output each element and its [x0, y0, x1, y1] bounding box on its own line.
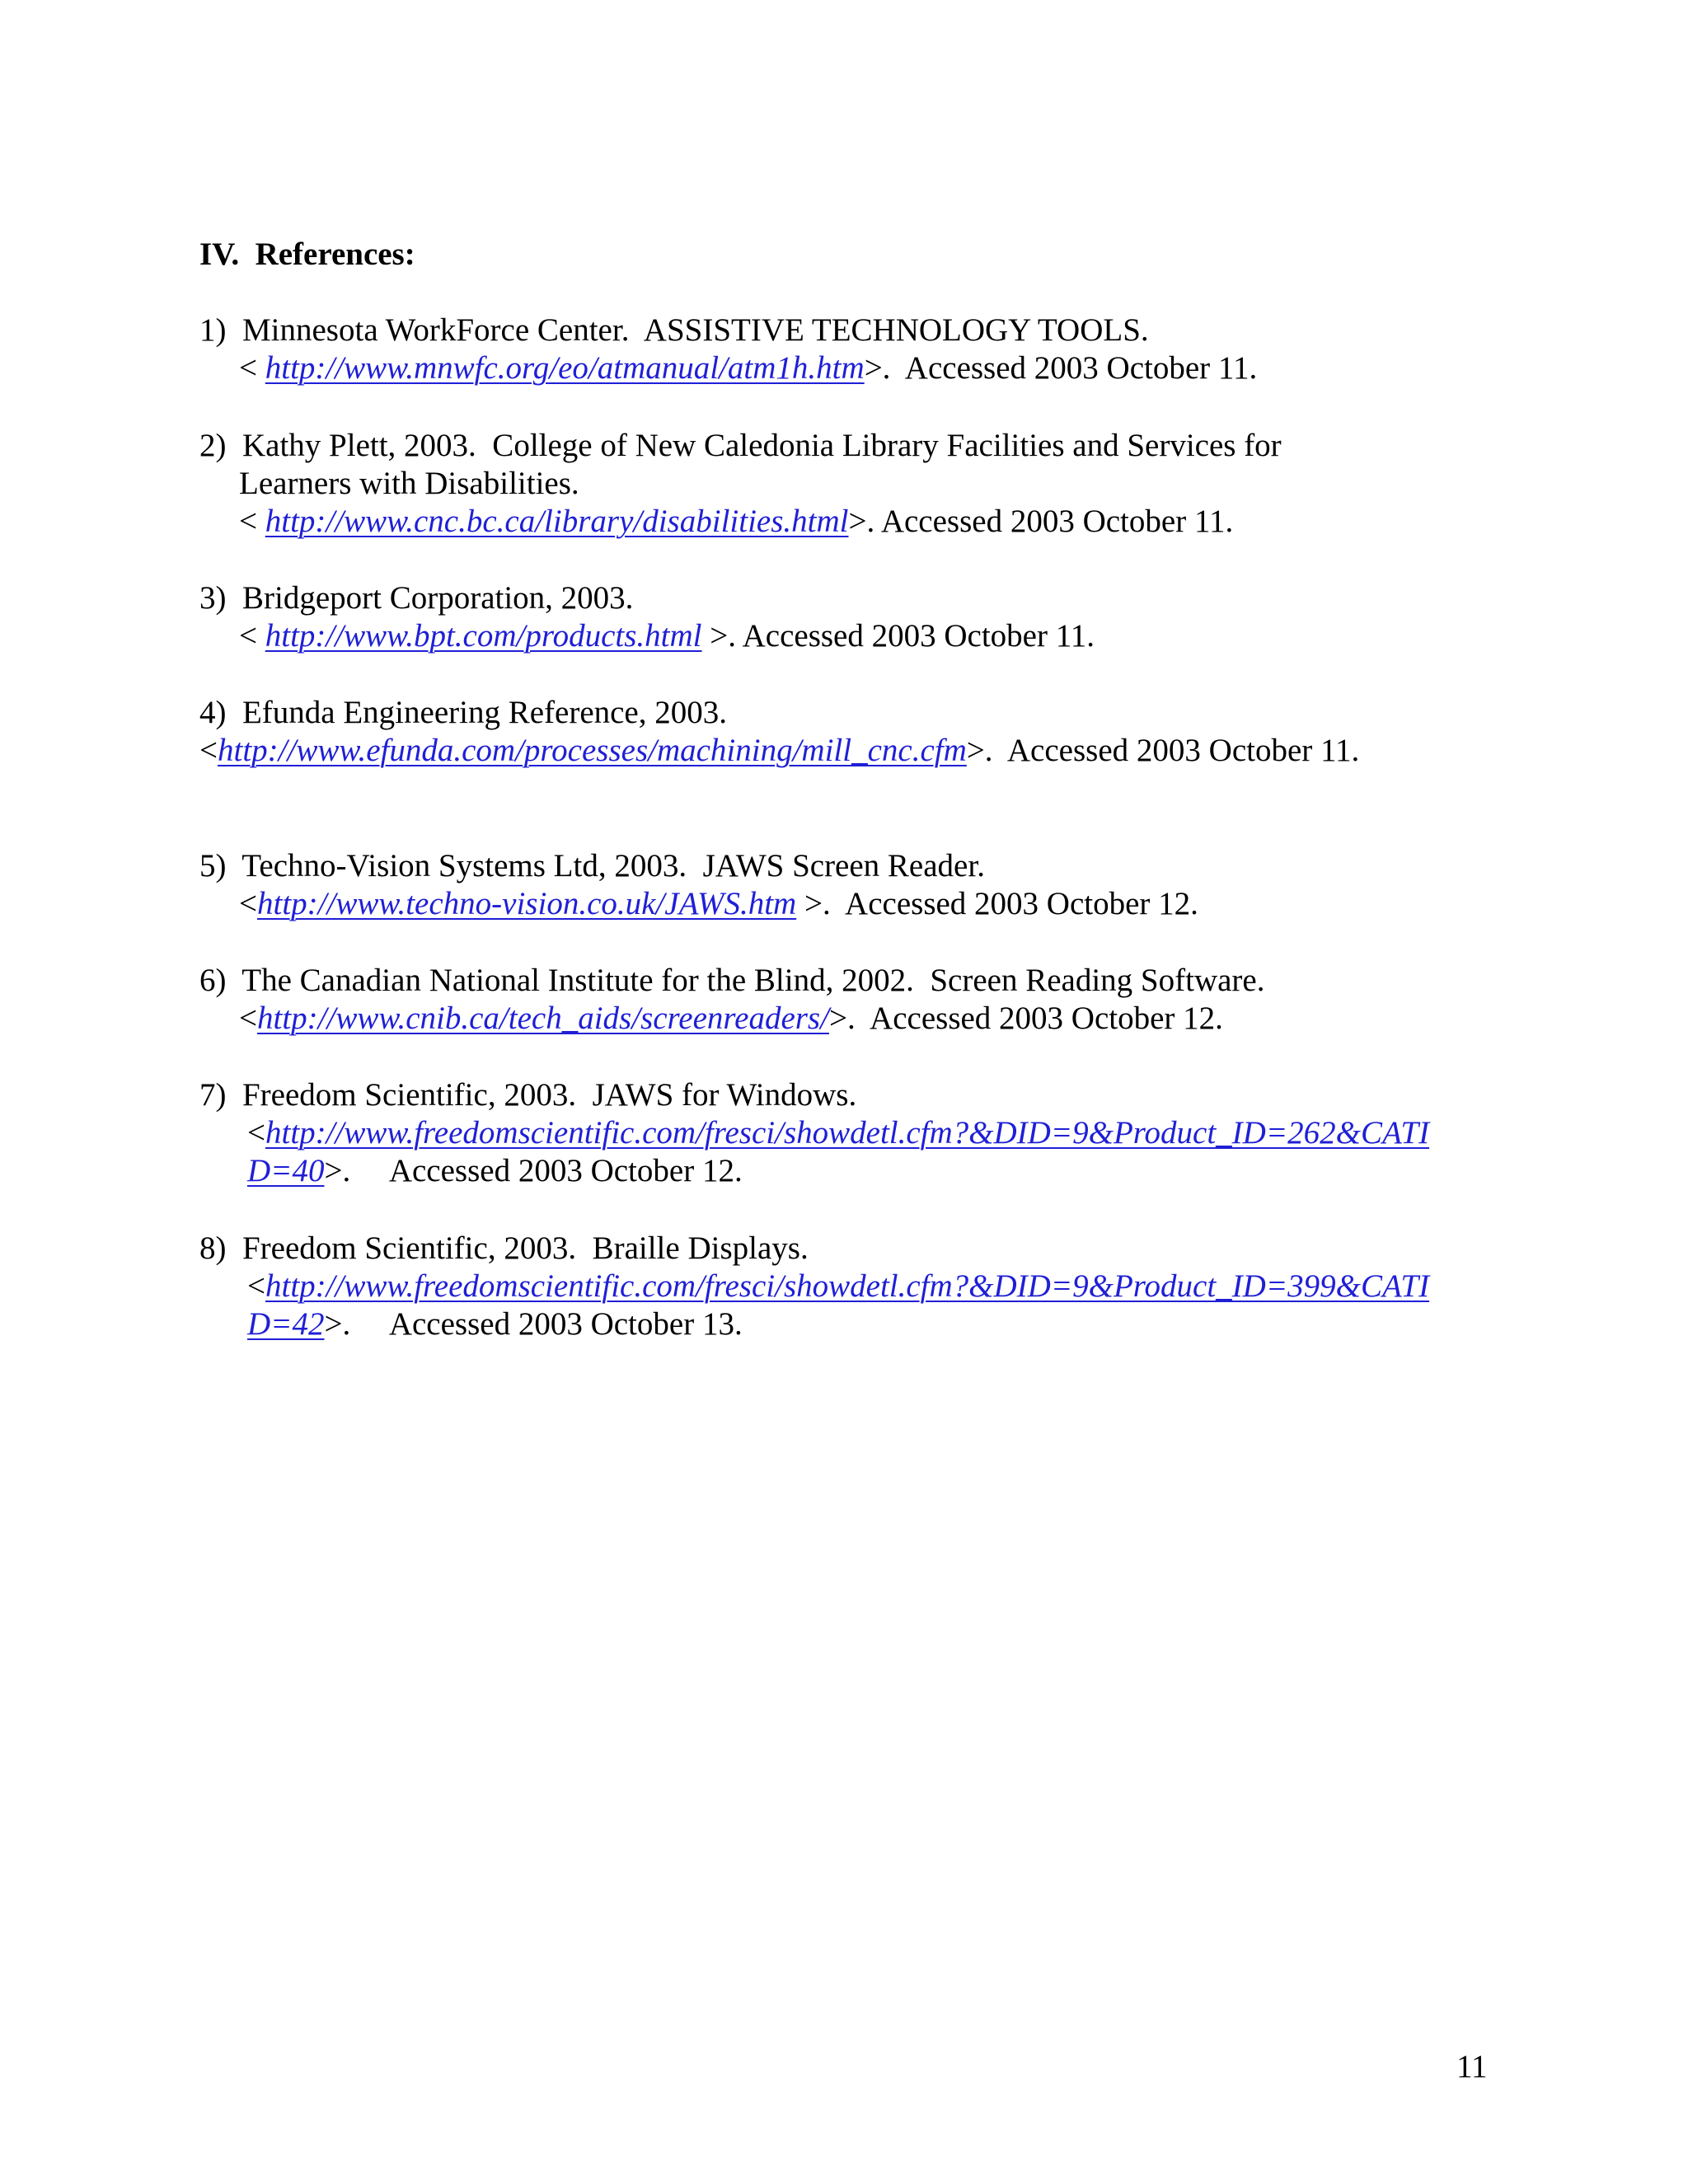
- reference-5-url[interactable]: http://www.techno-vision.co.uk/JAWS.htm: [257, 886, 797, 921]
- reference-7-url-cont[interactable]: D=40: [247, 1153, 325, 1188]
- accessed-date: >. Accessed 2003 October 11.: [701, 618, 1095, 654]
- reference-4-title: 4) Efunda Engineering Reference, 2003.: [199, 695, 727, 730]
- reference-3-url[interactable]: http://www.bpt.com/products.html: [265, 618, 702, 654]
- reference-7-title: 7) Freedom Scientific, 2003. JAWS for Windows.: [199, 1077, 857, 1113]
- reference-6-url[interactable]: http://www.cnib.ca/tech_aids/screenreaders/: [257, 1001, 829, 1036]
- reference-1-title: 1) Minnesota WorkForce Center. ASSISTIVE TECHNOLOGY TOOLS.: [199, 312, 1149, 348]
- reference-8-title: 8) Freedom Scientific, 2003. Braille Displays.: [199, 1230, 809, 1266]
- accessed-date: >. Accessed 2003 October 12.: [796, 886, 1198, 921]
- reference-3-title: 3) Bridgeport Corporation, 2003.: [199, 580, 634, 616]
- reference-1-link-line: [239, 349, 1257, 387]
- reference-7-url[interactable]: http://www.freedomscientific.com/fresci/showdetl.cfm?&DID=9&Product_ID=262&CATI: [265, 1115, 1430, 1151]
- link-open-bracket: <: [239, 618, 265, 654]
- reference-2-link-line: [239, 503, 1233, 541]
- reference-2-title-cont: Learners with Disabilities.: [239, 466, 579, 501]
- reference-5-title: 5) Techno-Vision Systems Ltd, 2003. JAWS Screen Reader.: [199, 848, 985, 883]
- reference-7-link-line-2: [247, 1152, 743, 1190]
- reference-8-url-cont[interactable]: D=42: [247, 1306, 325, 1342]
- reference-6-title: 6) The Canadian National Institute for the Blind, 2002. Screen Reading Software.: [199, 963, 1265, 998]
- reference-7-link-line: [247, 1114, 1429, 1152]
- link-open-bracket: <: [247, 1268, 265, 1304]
- accessed-date: >. Accessed 2003 October 11.: [848, 504, 1234, 539]
- page-number: 11: [1456, 2049, 1488, 2084]
- reference-2-title: 2) Kathy Plett, 2003. College of New Caledonia Library Facilities and Services for: [199, 428, 1282, 463]
- reference-2-url[interactable]: http://www.cnc.bc.ca/library/disabilities.html: [265, 504, 849, 539]
- accessed-date: >. Accessed 2003 October 11.: [966, 733, 1360, 768]
- link-open-bracket: <: [239, 504, 265, 539]
- link-open-bracket: <: [239, 1001, 257, 1036]
- reference-8-link-line-2: [247, 1305, 743, 1343]
- reference-8-url[interactable]: http://www.freedomscientific.com/fresci/showdetl.cfm?&DID=9&Product_ID=399&CATI: [265, 1268, 1430, 1304]
- reference-4-url[interactable]: http://www.efunda.com/processes/machining/mill_cnc.cfm: [218, 733, 967, 768]
- reference-8-link-line: [247, 1268, 1429, 1305]
- reference-4-link-line: [199, 732, 1359, 770]
- link-open-bracket: <: [239, 886, 257, 921]
- accessed-date: >. Accessed 2003 October 12.: [324, 1153, 743, 1188]
- accessed-date: >. Accessed 2003 October 12.: [828, 1001, 1223, 1036]
- accessed-date: >. Accessed 2003 October 13.: [324, 1306, 743, 1342]
- reference-6-link-line: [239, 1000, 1223, 1038]
- accessed-date: >. Accessed 2003 October 11.: [864, 350, 1258, 386]
- reference-1-url[interactable]: http://www.mnwfc.org/eo/atmanual/atm1h.htm: [265, 350, 865, 386]
- link-open-bracket: <: [247, 1115, 265, 1151]
- reference-5-link-line: [239, 885, 1198, 923]
- link-open-bracket: <: [199, 733, 218, 768]
- link-open-bracket: <: [239, 350, 265, 386]
- reference-3-link-line: [239, 617, 1095, 655]
- section-heading: IV. References:: [199, 237, 415, 272]
